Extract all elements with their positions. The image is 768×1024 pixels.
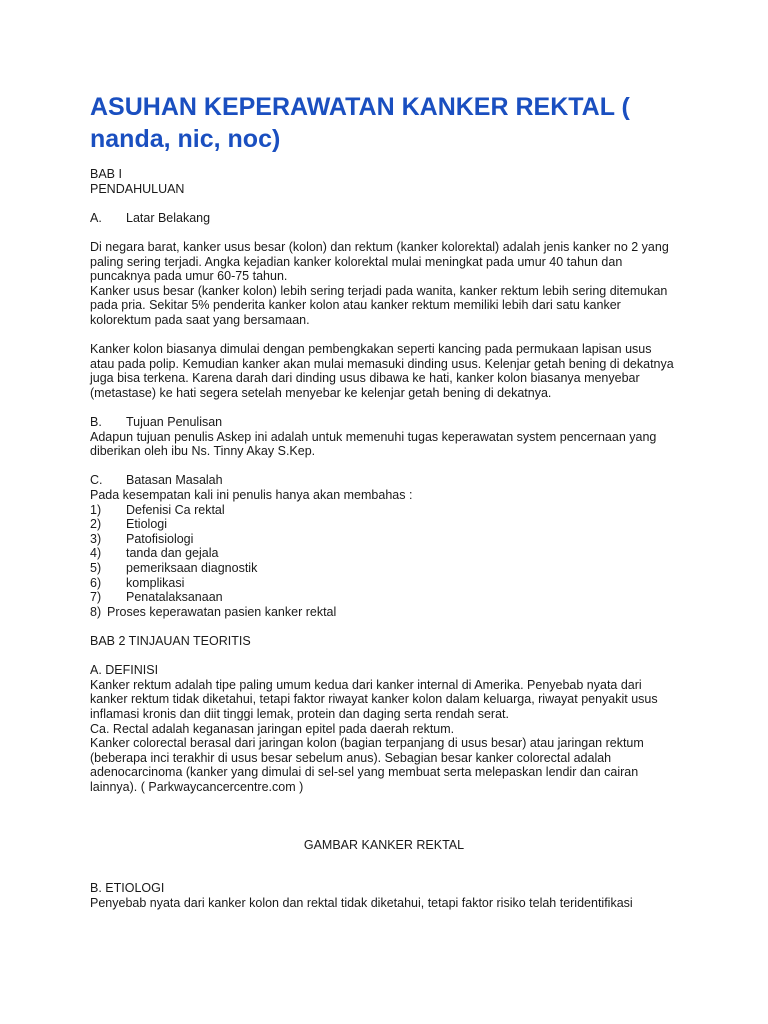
- definisi-heading: A. DEFINISI: [90, 663, 159, 678]
- section-b-letter: B.: [90, 415, 102, 430]
- list-item-text: komplikasi: [126, 575, 185, 590]
- list-item-text: tanda dan gejala: [126, 546, 219, 561]
- section-c-title: Batasan Masalah: [126, 473, 223, 488]
- list-item: [90, 561, 710, 576]
- list-item: [90, 517, 710, 532]
- list-item: [90, 605, 710, 620]
- list-item: [90, 503, 710, 518]
- paragraph-line: kolorektum pada saat yang bersamaan.: [90, 312, 310, 327]
- list-item-number: 2): [90, 517, 102, 532]
- paragraph-line: Penyebab nyata dari kanker kolon dan rektal tidak diketahui, tetapi faktor risiko telah teridentifikasi: [90, 895, 633, 910]
- list-item-number: 6): [90, 575, 102, 590]
- list-item: [90, 546, 710, 561]
- paragraph-line: Kanker kolon biasanya dimulai dengan pembengkakan seperti kancing pada permukaan lapisan usus: [90, 342, 652, 357]
- bab2-heading: BAB 2 TINJAUAN TEORITIS: [90, 634, 251, 648]
- list-item-text: Patofisiologi: [126, 531, 194, 546]
- section-b-heading: [90, 415, 710, 430]
- paragraph-line: lainnya). ( Parkwaycancercentre.com ): [90, 779, 304, 794]
- paragraph-line: atau pada polip. Kemudian kanker akan mulai memasuki dinding usus. Kelenjar getah bening di dekatnya: [90, 356, 674, 371]
- document-title: ASUHAN KEPERAWATAN KANKER REKTAL ( nanda, nic, noc): [90, 93, 630, 153]
- list-item-number: 1): [90, 502, 102, 517]
- paragraph-line: juga bisa terkena. Karena darah dari dinding usus dibawa ke hati, kanker kolon biasanya menyebar: [90, 371, 640, 386]
- paragraph-line: (beberapa inci terakhir di usus besar sebelum anus). Sebagian besar kanker colorectal adalah: [90, 750, 612, 765]
- list-item-number: 8): [90, 604, 102, 619]
- paragraph-line: Di negara barat, kanker usus besar (kolon) dan rektum (kanker kolorektal) adalah jenis kanker no 2 yang: [90, 239, 669, 254]
- list-item-number: 3): [90, 531, 102, 546]
- list-item: [90, 532, 710, 547]
- list-item-text: Etiologi: [126, 517, 167, 532]
- paragraph-line: Ca. Rectal adalah keganasan jaringan epitel pada daerah rektum.: [90, 721, 455, 736]
- list-item-text: Proses keperawatan pasien kanker rektal: [107, 604, 337, 619]
- list-item-text: Penatalaksanaan: [126, 590, 223, 605]
- paragraph-line: pada pria. Sekitar 5% penderita kanker kolon atau kanker rektum memiliki lebih dari satu kanker: [90, 298, 621, 313]
- bab1-heading: PENDAHULUAN: [90, 181, 185, 196]
- section-c-intro: Pada kesempatan kali ini penulis hanya akan membahas :: [90, 488, 413, 503]
- figure-caption: GAMBAR KANKER REKTAL: [303, 837, 465, 852]
- list-item-number: 7): [90, 590, 102, 605]
- paragraph-line: diberikan oleh ibu Ns. Tinny Akay S.Kep.: [90, 444, 316, 459]
- list-item-text: Defenisi Ca rektal: [126, 502, 225, 517]
- list-item-number: 4): [90, 546, 102, 561]
- paragraph-line: adenocarcinoma (kanker yang dimulai di sel-sel yang membuat serta melepaskan lendir dan cairan: [90, 765, 639, 780]
- list-item-text: pemeriksaan diagnostik: [126, 561, 258, 576]
- section-a-letter: A.: [90, 210, 102, 225]
- paragraph-line: Kanker rektum adalah tipe paling umum kedua dari kanker internal di Amerika. Penyebab nyata dari: [90, 677, 642, 692]
- section-a-heading: [90, 211, 710, 226]
- list-item: [90, 590, 710, 605]
- bab1-label: BAB I: [90, 167, 122, 181]
- list-item-number: 5): [90, 561, 102, 576]
- section-b-title: Tujuan Penulisan: [126, 415, 223, 430]
- section-c-heading: [90, 473, 710, 488]
- document-body: [90, 167, 710, 910]
- section-a-title: Latar Belakang: [126, 210, 211, 225]
- paragraph-line: puncaknya pada umur 60-75 tahun.: [90, 269, 288, 284]
- paragraph-line: (metastase) ke hati segera setelah menyebar ke kelenjar getah bening di dekatnya.: [90, 385, 552, 400]
- section-c-letter: C.: [90, 473, 103, 488]
- paragraph-line: Kanker usus besar (kanker kolon) lebih sering terjadi pada wanita, kanker rektum lebih sering ditemukan: [90, 283, 668, 298]
- paragraph-line: paling sering terjadi. Angka kejadian kanker kolorektal mulai meningkat pada umur 40 tahun dan: [90, 254, 623, 269]
- paragraph-line: Adapun tujuan penulis Askep ini adalah untuk memenuhi tugas keperawatan system pencernaan yang: [90, 429, 657, 444]
- paragraph-line: Kanker colorectal berasal dari jaringan kolon (bagian terpanjang di usus besar) atau jaringan rektum: [90, 736, 644, 751]
- paragraph-line: inflamasi kronis dan diit tinggi lemak, protein dan daging serta rendah serat.: [90, 706, 509, 721]
- list-item: [90, 576, 710, 591]
- etiologi-heading: B. ETIOLOGI: [90, 881, 165, 896]
- paragraph-line: kanker rektum tidak diketahui, tetapi faktor riwayat kanker kolon dalam keluarga, riwayat penyakit usus: [90, 692, 658, 707]
